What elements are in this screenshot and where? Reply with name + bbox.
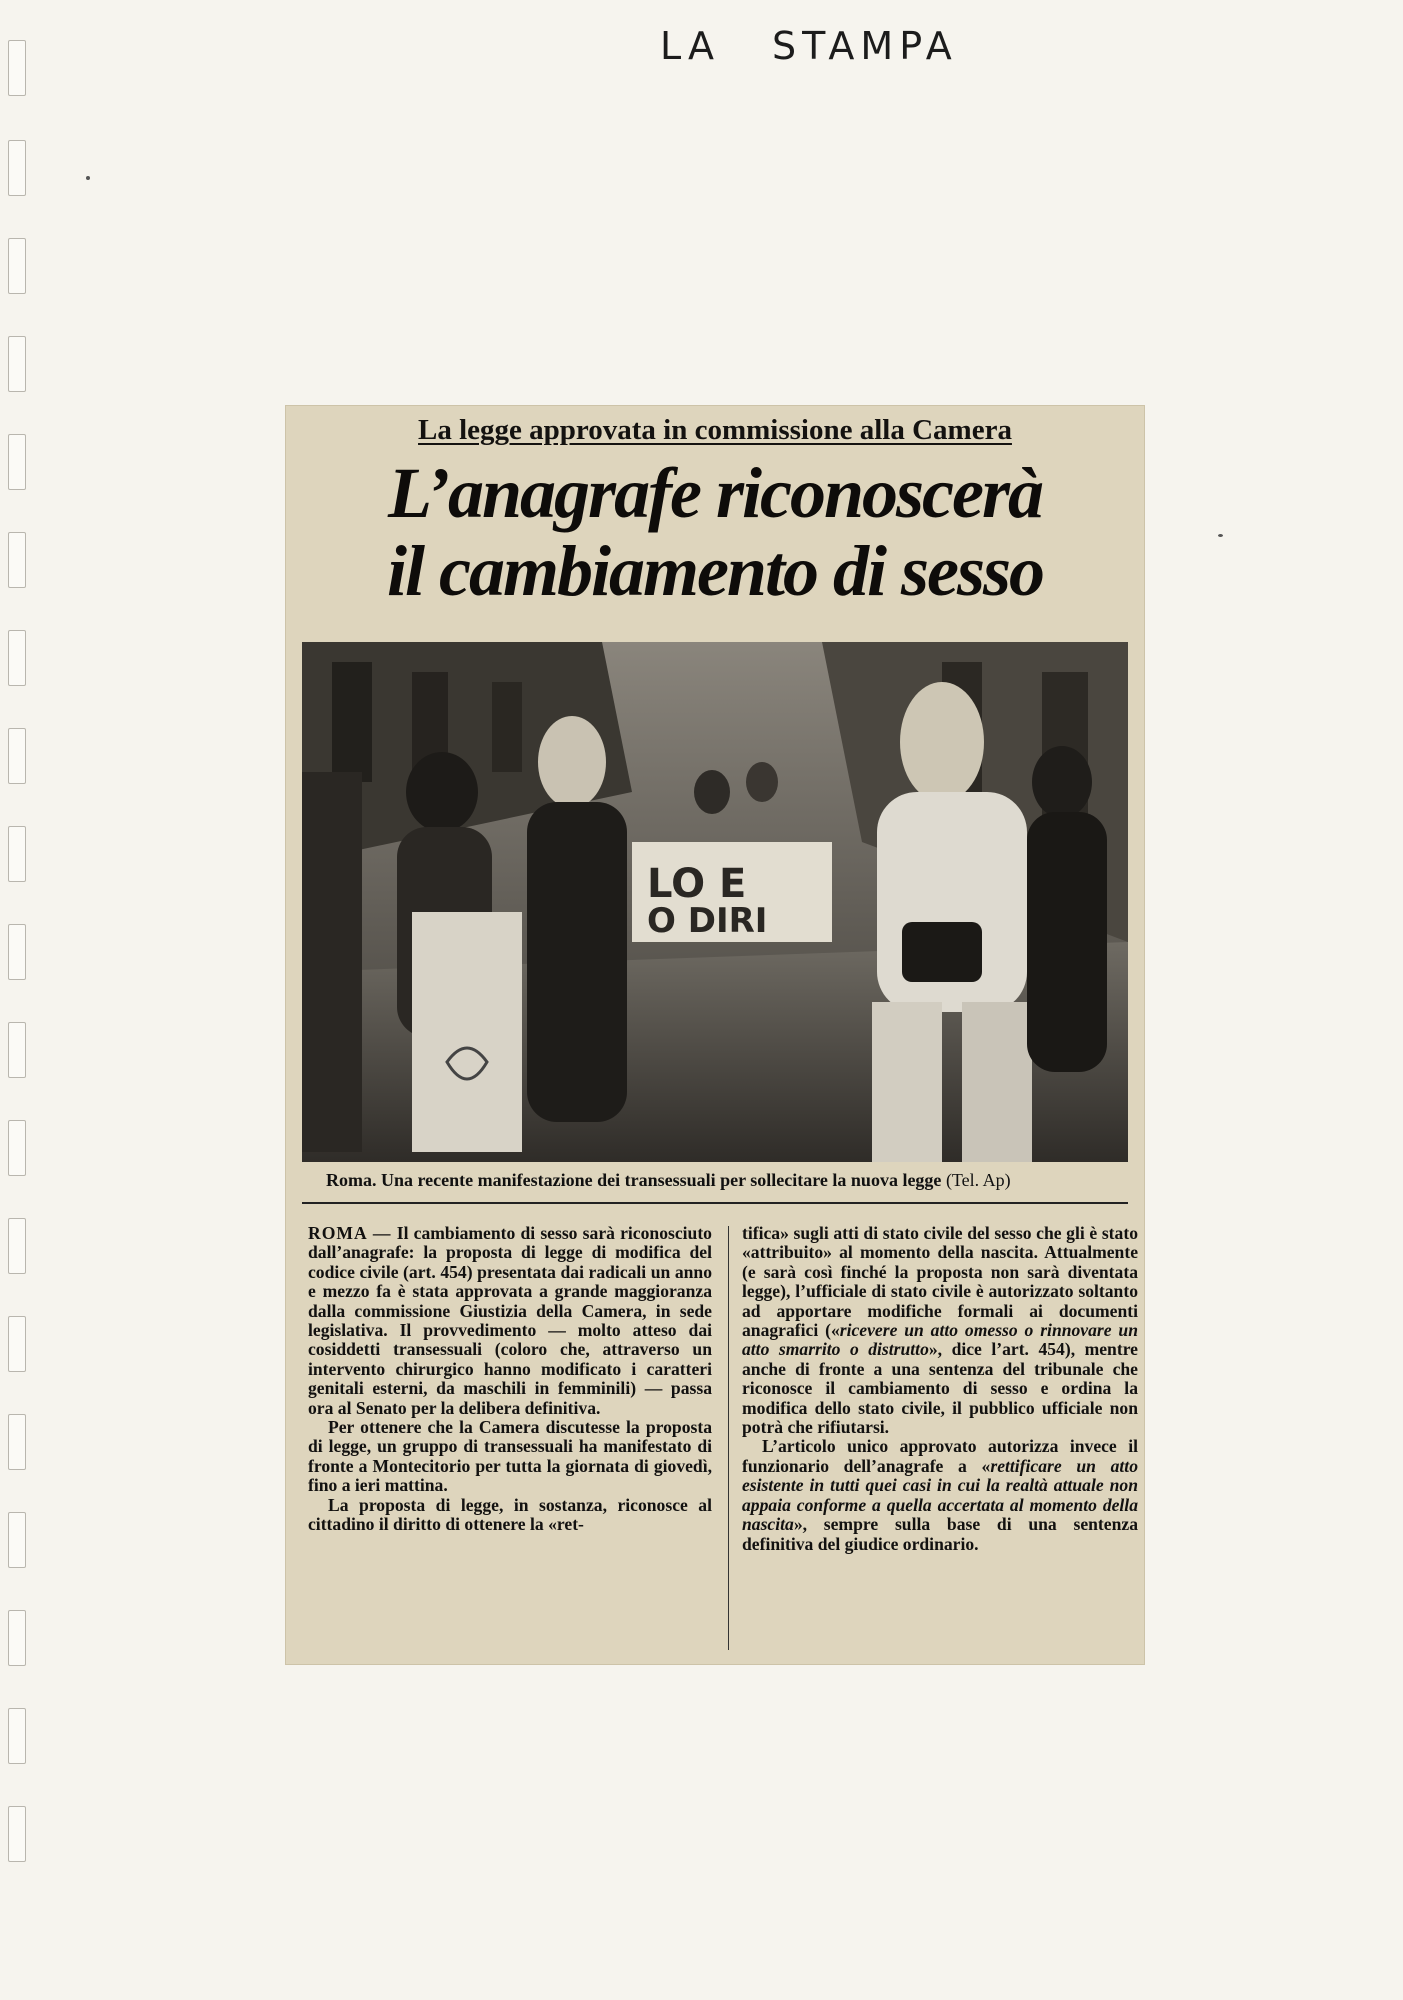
binder-hole [8, 140, 26, 196]
binder-holes [8, 40, 30, 1920]
handwritten-source-label [660, 24, 958, 68]
caption-credit: (Tel. Ap) [945, 1170, 1011, 1190]
paper-speck [86, 176, 90, 180]
paragraph: L’articolo unico approvato autorizza invece il funzionario dell’anagrafe a «rettificare un atto esistente in tutti quei casi in cui la realtà attuale non appaia conforme a quella accertata al momento della nascita», sempre sulla base di una sentenza definitiva del giudice ordinario. [742, 1436, 1138, 1554]
article-column-2 [742, 1224, 1138, 1554]
quoted-article-text: rettificare un atto esistente in tutti quei casi in cui la realtà attuale non appaia conforme a quella accertata al momento della nascita [742, 1455, 1138, 1535]
handwritten-word-la: LA [660, 24, 721, 68]
binder-hole [8, 924, 26, 980]
binder-hole [8, 1806, 26, 1862]
binder-hole [8, 1512, 26, 1568]
caption-text: Una recente manifestazione dei transessuali per sollecitare la nuova legge [381, 1170, 942, 1190]
binder-hole [8, 630, 26, 686]
binder-hole [8, 1120, 26, 1176]
binder-hole [8, 1022, 26, 1078]
paragraph [308, 1224, 712, 1418]
headline-line-2: il cambiamento di sesso [387, 531, 1043, 611]
article-kicker: La legge approvata in commissione alla Camera [418, 414, 1012, 446]
handwritten-word-stampa: STAMPA [772, 24, 958, 68]
binder-hole [8, 532, 26, 588]
headline-line-1: L’anagrafe riconoscerà [388, 453, 1042, 533]
binder-hole [8, 1414, 26, 1470]
binder-hole [8, 1316, 26, 1372]
binder-hole [8, 40, 26, 96]
photo-caption [326, 1170, 1116, 1191]
binder-hole [8, 826, 26, 882]
article-headline [286, 454, 1144, 610]
column-divider [728, 1226, 729, 1650]
quoted-law-text: ricevere un atto omesso o rinnovare un atto smarrito o distrutto [742, 1320, 1139, 1360]
paragraph-text: Il cambiamento di sesso sarà riconosciuto dall’anagrafe: la proposta di legge di modifica del codice civile (art. 454) presentata dai radicali un anno e mezzo fa è stata approvata a grande maggioranza dalla commissione Giustizia della Camera, in sede legislativa. Il provvedimento — molto atteso dai cosiddetti transessuali (coloro che, attraverso un intervento chirurgico hanno modificato i caratteri genitali esterni, da maschili in femminili) — passa ora al Senato per la delibera definitiva. [308, 1223, 712, 1418]
binder-hole [8, 1610, 26, 1666]
svg-text:O DIRI: O DIRI [647, 901, 768, 941]
article-dateline: ROMA — [308, 1223, 392, 1243]
binder-hole [8, 336, 26, 392]
article-column-1 [308, 1224, 712, 1535]
binder-hole [8, 1708, 26, 1764]
paragraph: Per ottenere che la Camera discutesse la proposta di legge, un gruppo di transessuali ha manifestato di fronte a Montecitorio per tutta la giornata di giovedì, fino a ieri mattina. [308, 1417, 712, 1496]
paragraph: tifica» sugli atti di stato civile del sesso che gli è stato «attribuito» al momento della nascita. Attualmente (e sarà così finché la proposta non sarà diventata legge), l’ufficiale di stato civile è autorizzato soltanto ad apportare modifiche formali ai documenti anagrafici («ricevere un atto omesso o rinnovare un atto smarrito o distrutto», dice l’art. 454), mentre anche di fronte a una sentenza del tribunale che riconosce il cambiamento di sesso e ordina la modifica dello stato civile, il pubblico ufficiale non potrà che rifiutarsi. [742, 1223, 1139, 1438]
binder-hole [8, 434, 26, 490]
paragraph: La proposta di legge, in sostanza, riconosce al cittadino il diritto di ottenere la «ret- [308, 1494, 712, 1535]
svg-text:LO E: LO E [647, 861, 747, 907]
binder-hole [8, 728, 26, 784]
caption-rule [302, 1202, 1128, 1204]
caption-place: Roma. [326, 1170, 377, 1190]
newspaper-clipping [286, 406, 1144, 1664]
binder-hole [8, 1218, 26, 1274]
binder-hole [8, 238, 26, 294]
paper-speck [1218, 534, 1223, 537]
protest-photo [302, 642, 1128, 1162]
